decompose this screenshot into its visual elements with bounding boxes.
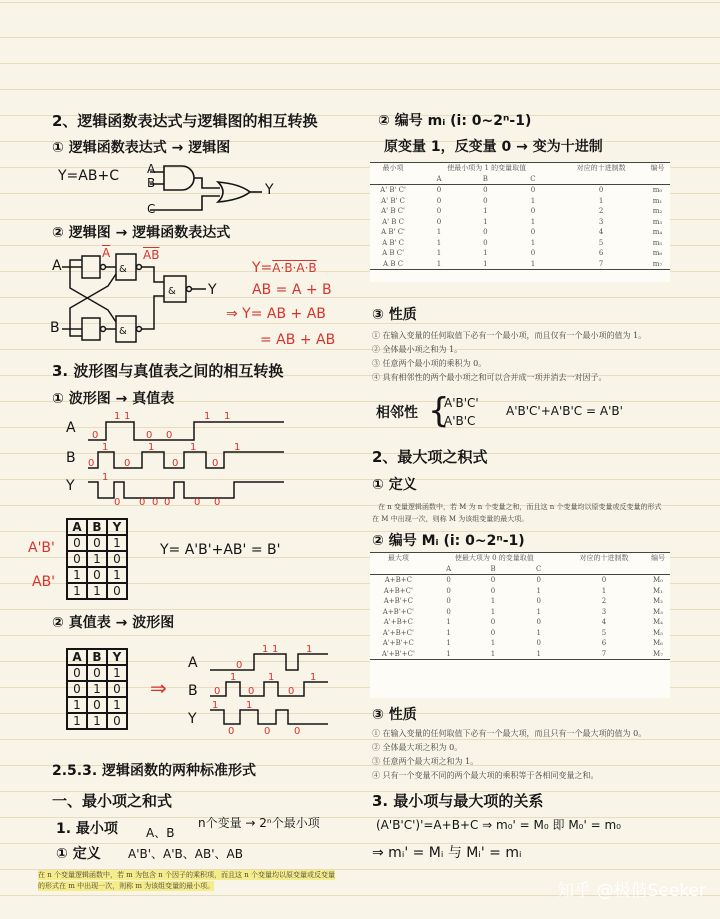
mt-c: 5	[598, 238, 604, 247]
mt-c: m₀	[652, 186, 663, 195]
mt-c: A B' C	[382, 238, 405, 247]
mt-c: 1	[483, 207, 488, 216]
svg-text:0: 0	[166, 430, 173, 441]
mt-c: 6	[598, 249, 604, 258]
t2-cell: 0	[67, 681, 87, 697]
wave-b	[88, 452, 284, 468]
mt-c: 0	[530, 186, 536, 195]
waveform-2	[206, 644, 332, 738]
wave1-label-b: B	[66, 450, 76, 466]
svg-text:1: 1	[102, 442, 109, 453]
mt-c: A B C	[370, 259, 416, 270]
mt-c: m₅	[652, 238, 663, 247]
xt-c: A+B'+C	[383, 597, 413, 606]
mt-h: 对应的十进制数	[557, 163, 645, 174]
xt-c: 4	[601, 618, 607, 627]
max-def-text-2: 在 M 中出现一次，则称 M 为该组变量的最大项。	[372, 515, 529, 523]
svg-text:1: 1	[310, 672, 317, 683]
svg-text:0: 0	[124, 458, 131, 469]
svg-text:0: 0	[212, 458, 219, 469]
adj-term-1: A'B'C'	[444, 396, 479, 410]
max-nature-label: ③ 性质	[372, 707, 417, 723]
xt-c: A+B'+C'	[382, 607, 414, 616]
svg-text:1: 1	[102, 472, 109, 483]
double-arrow: ⇒	[150, 676, 167, 700]
relation-eq-1: (A'B'C')'=A+B+C ⇒ m₀' = M₀ 即 M₀' = m₀	[376, 818, 621, 832]
red-eq-ab: AB = A + B	[252, 282, 332, 298]
brace-icon: {	[428, 391, 450, 431]
red-eq-y2: ⇒ Y= AB + AB	[226, 306, 326, 322]
section-title-2: 2、逻辑函数表达式与逻辑图的相互转换	[52, 112, 318, 130]
mt-c: 1	[530, 238, 536, 247]
gate-output-y: Y	[265, 182, 274, 198]
max-def-text-1: 在 n 变量逻辑函数中，若 M 为 n 个变量之和，而且这 n 个变量均以原变量或反变量的形式	[378, 503, 662, 511]
svg-text:0: 0	[264, 726, 271, 737]
max-nature-item-1: ① 在输入变量的任何取值下必有一个最大项，而且只有一个最大项的值为 0。	[372, 729, 647, 738]
svg-text:1: 1	[204, 411, 211, 422]
nature-item-3: ③ 任意两个最小项的乘积为 0。	[372, 359, 487, 368]
svg-text:1: 1	[190, 442, 197, 453]
svg-text:0: 0	[236, 660, 243, 671]
svg-text:1: 1	[114, 411, 121, 422]
max-nature-item-2: ② 全体最大项之积为 0。	[372, 743, 463, 752]
xt-h: 最大项	[370, 553, 427, 564]
xt-c: M₅	[652, 628, 663, 637]
xt-c: 1	[490, 597, 496, 606]
xt-c: 0	[490, 618, 496, 627]
nand-circuit	[48, 248, 238, 348]
mt-c: 0	[598, 186, 604, 195]
t2-cell: 1	[107, 697, 127, 713]
mt-c: 4	[598, 228, 604, 237]
t2-cell: 1	[87, 681, 107, 697]
svg-text:1: 1	[148, 442, 155, 453]
nand-symbol-1: &	[119, 264, 127, 275]
wave2-label-b: B	[188, 683, 198, 699]
mt-c: 1	[483, 217, 488, 226]
t1-cell: 0	[107, 583, 127, 599]
wave-y	[88, 482, 284, 498]
mt-c: 1	[530, 196, 536, 205]
mt-c: 7	[557, 259, 645, 270]
t2-cell: 1	[67, 713, 87, 729]
minterm-subtitle: 1. 最小项	[56, 821, 118, 837]
adjacency-label: 相邻性	[376, 405, 418, 421]
t1-cell: 1	[87, 551, 107, 567]
nature-label: ③ 性质	[372, 307, 417, 323]
mt-c: m₂	[652, 207, 663, 216]
note-ab-prime: AB'	[32, 574, 56, 590]
wave2-b	[210, 682, 328, 696]
mt-c: 1	[509, 259, 558, 270]
svg-text:0: 0	[139, 497, 146, 508]
eq-y-simplified: Y= A'B'+AB' = B'	[160, 542, 281, 558]
xt-c: 3	[601, 607, 607, 616]
mt-c: A' B C'	[381, 207, 405, 216]
relation-title: 3. 最小项与最大项的关系	[372, 792, 544, 810]
wave2-a	[210, 654, 328, 670]
t2-head-a: A	[67, 649, 87, 665]
t2-head-y: Y	[107, 649, 127, 665]
truth-table-2	[66, 648, 128, 730]
svg-text:0: 0	[228, 726, 235, 737]
t1-cell: 1	[107, 567, 127, 583]
t2-cell: 0	[107, 713, 127, 729]
mt-c: 3	[598, 217, 604, 226]
svg-text:0: 0	[288, 686, 295, 697]
t2-cell: 1	[67, 697, 87, 713]
mt-c: A' B' C'	[380, 186, 406, 195]
xt-c: 1	[471, 649, 516, 660]
mt-c: m₆	[652, 249, 663, 258]
xt-c: 6	[601, 639, 607, 648]
svg-text:0: 0	[114, 497, 121, 508]
xt-c: 0	[601, 576, 607, 585]
gate-input-b: B	[147, 176, 156, 190]
t1-cell: 0	[67, 551, 87, 567]
or-gate	[218, 182, 250, 202]
wave2-y	[210, 710, 328, 724]
mt-c: 0	[530, 249, 536, 258]
xt-c: M₆	[652, 639, 663, 648]
xt-c: 1	[601, 586, 607, 595]
xt-c: A'+B'+C'	[370, 649, 427, 660]
t2-head-b: B	[87, 649, 107, 665]
xt-c: 0	[536, 597, 541, 606]
mt-c: 0	[530, 207, 536, 216]
xt-c: M₃	[652, 607, 663, 616]
mt-c: 0	[483, 238, 488, 247]
t1-cell: 1	[87, 583, 107, 599]
mt-c: A B C'	[382, 249, 405, 258]
xt-c: A'+B+C	[383, 618, 413, 627]
t1-cell: 0	[107, 551, 127, 567]
waveform-1	[84, 410, 314, 508]
xt-c: M₀	[652, 576, 663, 585]
t1-cell: 0	[87, 567, 107, 583]
xt-c: 2	[601, 597, 607, 606]
wave2-label-a: A	[188, 655, 198, 671]
adj-equation: A'B'C'+A'B'C = A'B'	[506, 404, 623, 418]
subtitle-table-to-wave: ② 真值表 → 波形图	[52, 615, 175, 631]
svg-text:0: 0	[172, 458, 179, 469]
xt-c: 1	[446, 618, 451, 627]
watermark: 知乎 @极偕Seeker	[557, 881, 706, 901]
svg-text:0: 0	[214, 686, 221, 697]
max-nature-item-3: ③ 任意两个最大项之和为 1。	[372, 757, 479, 766]
svg-text:1: 1	[230, 672, 237, 683]
t2-cell: 0	[107, 681, 127, 697]
xt-c: 0	[536, 618, 541, 627]
xt-c: 0	[536, 576, 541, 585]
mt-c: m₇	[645, 259, 670, 270]
t1-head-a: A	[67, 519, 87, 535]
svg-text:1: 1	[262, 644, 269, 655]
mt-h: C	[509, 174, 558, 185]
xt-h: A	[427, 564, 471, 575]
right-numbering: ② 编号 mᵢ (i: 0~2ⁿ-1)	[378, 113, 532, 129]
xt-c: 1	[536, 628, 541, 637]
mt-c: m₃	[652, 217, 663, 226]
mt-c: 1	[436, 238, 442, 247]
xt-c: 0	[446, 597, 451, 606]
label-abbar: $\overline{AB}$	[143, 248, 160, 262]
minterm-title: 一、最小项之和式	[52, 792, 173, 810]
xt-c: M₁	[652, 586, 663, 595]
svg-text:0: 0	[214, 497, 221, 508]
section-title-3: 3. 波形图与真值表之间的相互转换	[52, 362, 284, 380]
mt-h: 最小项	[370, 163, 416, 174]
mt-c: A B' C'	[381, 228, 405, 237]
xt-c: A+B+C	[384, 576, 412, 585]
mt-c: 0	[483, 228, 488, 237]
mt-c: 0	[530, 228, 536, 237]
gate-input-c: C	[147, 202, 156, 216]
svg-text:0: 0	[152, 497, 159, 508]
nand-symbol-2: &	[168, 286, 176, 297]
minterm-table-card	[370, 162, 670, 282]
wave2-label-y: Y	[188, 711, 197, 727]
red-eq-y3: = AB + AB	[260, 332, 336, 348]
right-rule: 原变量 1，反变量 0 → 变为十进制	[384, 139, 603, 155]
mt-c: 1	[416, 259, 462, 270]
mt-c: 0	[483, 196, 488, 205]
t1-cell: 0	[87, 535, 107, 551]
t2-cell: 0	[87, 665, 107, 681]
t1-cell: 1	[67, 583, 87, 599]
subtitle-diagram-to-expr: ② 逻辑图 → 逻辑函数表达式	[52, 225, 231, 241]
minterm-note-count: n个变量 → 2ⁿ个最小项	[198, 816, 320, 830]
mt-c: m₄	[652, 228, 663, 237]
t1-cell: 1	[107, 535, 127, 551]
xt-h: 使最大项为 0 的变量取值	[427, 553, 562, 564]
xt-h: B	[471, 564, 516, 575]
maxterm-table	[370, 552, 670, 660]
mt-c: A' B C	[382, 217, 405, 226]
xt-h: 对应的十进制数	[562, 553, 646, 564]
xt-c: 1	[515, 649, 562, 660]
t2-cell: 1	[87, 713, 107, 729]
subtitle-expr-to-diagram: ① 逻辑函数表达式 → 逻辑图	[52, 140, 231, 156]
and-gate	[164, 166, 194, 190]
svg-text:1: 1	[246, 700, 253, 711]
t1-cell: 1	[67, 567, 87, 583]
definition-text-1: 在 n 个变量逻辑函数中，若 m 为包含 n 个因子的乘积项，而且这 n 个变量均以原变量或反变量	[38, 871, 335, 879]
xt-c: 1	[490, 607, 496, 616]
xt-c: M₄	[652, 618, 663, 627]
subtitle-wave-to-table: ① 波形图 → 真值表	[52, 391, 175, 407]
t2-cell: 0	[67, 665, 87, 681]
mt-c: 1	[462, 259, 509, 270]
mt-c: 0	[436, 207, 442, 216]
svg-text:0: 0	[88, 458, 95, 469]
xt-c: 7	[562, 649, 646, 660]
svg-text:0: 0	[146, 430, 153, 441]
svg-text:1: 1	[224, 411, 231, 422]
xt-h: 编号	[646, 553, 670, 564]
mt-c: 2	[598, 207, 604, 216]
svg-text:1: 1	[212, 700, 219, 711]
xt-c: A'+B'+C	[382, 639, 414, 648]
mt-h: 编号	[645, 163, 670, 174]
xt-c: 0	[490, 586, 496, 595]
xt-c: 1	[536, 607, 541, 616]
adj-term-2: A'B'C	[444, 414, 476, 428]
svg-text:0: 0	[248, 686, 255, 697]
red-eq-y: Y=A·B·A·B	[252, 260, 317, 276]
svg-text:0: 0	[92, 430, 99, 441]
minterm-table	[370, 162, 670, 270]
wave1-label-y: Y	[66, 478, 75, 494]
minterm-note-ab: A、B	[146, 826, 175, 840]
mt-h: 使最小项为 1 的变量取值	[416, 163, 557, 174]
xt-c: 0	[490, 576, 496, 585]
svg-text:1: 1	[306, 644, 313, 655]
maxterm-table-card	[370, 552, 670, 698]
xt-c: 0	[446, 576, 451, 585]
circuit-input-b: B	[50, 320, 60, 336]
xt-c: 0	[446, 607, 451, 616]
xt-c: 1	[446, 639, 451, 648]
gate-input-a: A	[147, 162, 156, 176]
nature-item-1: ① 在输入变量的任何取值下必有一个最小项，而且仅有一个最小项的值为 1。	[372, 331, 647, 340]
mt-c: 1	[483, 249, 488, 258]
mt-c: 1	[598, 196, 604, 205]
circuit-input-a: A	[52, 258, 62, 274]
xt-c: 0	[446, 586, 451, 595]
mt-c: 0	[436, 196, 442, 205]
section-253-title: 2.5.3. 逻辑函数的两种标准形式	[52, 763, 257, 779]
mt-c: 0	[436, 186, 442, 195]
t1-head-b: B	[87, 519, 107, 535]
svg-text:1: 1	[124, 411, 131, 422]
t1-head-y: Y	[107, 519, 127, 535]
xt-c: M₇	[646, 649, 670, 660]
mt-c: 1	[436, 228, 442, 237]
xt-c: 0	[536, 639, 541, 648]
svg-text:1: 1	[234, 442, 241, 453]
nand-symbol-3: &	[119, 326, 127, 337]
svg-text:0: 0	[294, 726, 301, 737]
note-a-b-prime: A'B'	[28, 540, 55, 556]
xt-c: M₂	[652, 597, 663, 606]
mt-h: B	[462, 174, 509, 185]
mt-h: A	[416, 174, 462, 185]
t2-cell: 1	[107, 665, 127, 681]
maxterm-title: 2、最大项之积式	[372, 448, 488, 466]
mt-c: 1	[436, 249, 442, 258]
max-numbering: ② 编号 Mᵢ (i: 0~2ⁿ-1)	[372, 533, 525, 549]
wave1-label-a: A	[66, 420, 76, 436]
mt-c: A' B' C	[381, 196, 405, 205]
xt-c: 1	[446, 628, 451, 637]
mt-c: 0	[436, 217, 442, 226]
logic-gate-diagram	[140, 160, 280, 220]
svg-text:0: 0	[164, 497, 171, 508]
max-def-label: ① 定义	[372, 477, 417, 493]
mt-c: 1	[530, 217, 536, 226]
svg-text:1: 1	[272, 644, 279, 655]
xt-c: 0	[490, 628, 496, 637]
xt-c: 5	[601, 628, 607, 637]
definition-text-2: 的形式在 m 中出现一次，则称 m 为该组变量的最小项。	[38, 882, 215, 890]
mt-c: 0	[483, 186, 488, 195]
minterms-list: A'B'、A'B、AB'、AB	[128, 847, 243, 861]
svg-text:1: 1	[268, 672, 275, 683]
nature-item-4: ④ 具有相邻性的两个最小项之和可以合并成一项并消去一对因子。	[372, 373, 607, 382]
max-nature-item-4: ④ 只有一个变量不同的两个最大项的乘积等于各相同变量之和。	[372, 771, 599, 780]
expression-y: Y=AB+C	[58, 168, 119, 184]
xt-c: 1	[427, 649, 471, 660]
svg-text:0: 0	[194, 497, 201, 508]
xt-c: A'+B+C'	[382, 628, 414, 637]
xt-h: C	[515, 564, 562, 575]
wave-a	[88, 422, 284, 440]
t2-cell: 0	[87, 697, 107, 713]
xt-c: 1	[490, 639, 496, 648]
truth-table-1	[66, 518, 128, 600]
t1-cell: 0	[67, 535, 87, 551]
xt-c: A+B+C'	[383, 586, 413, 595]
mt-c: m₁	[652, 196, 663, 205]
definition-label: ① 定义	[56, 846, 101, 862]
circuit-output-y: Y	[208, 282, 217, 298]
nature-item-2: ② 全体最小项之和为 1。	[372, 345, 463, 354]
relation-eq-2: ⇒ mᵢ' = Mᵢ 与 Mᵢ' = mᵢ	[372, 845, 522, 861]
label-abar: $\overline{A}$	[102, 246, 111, 260]
xt-c: 1	[536, 586, 541, 595]
